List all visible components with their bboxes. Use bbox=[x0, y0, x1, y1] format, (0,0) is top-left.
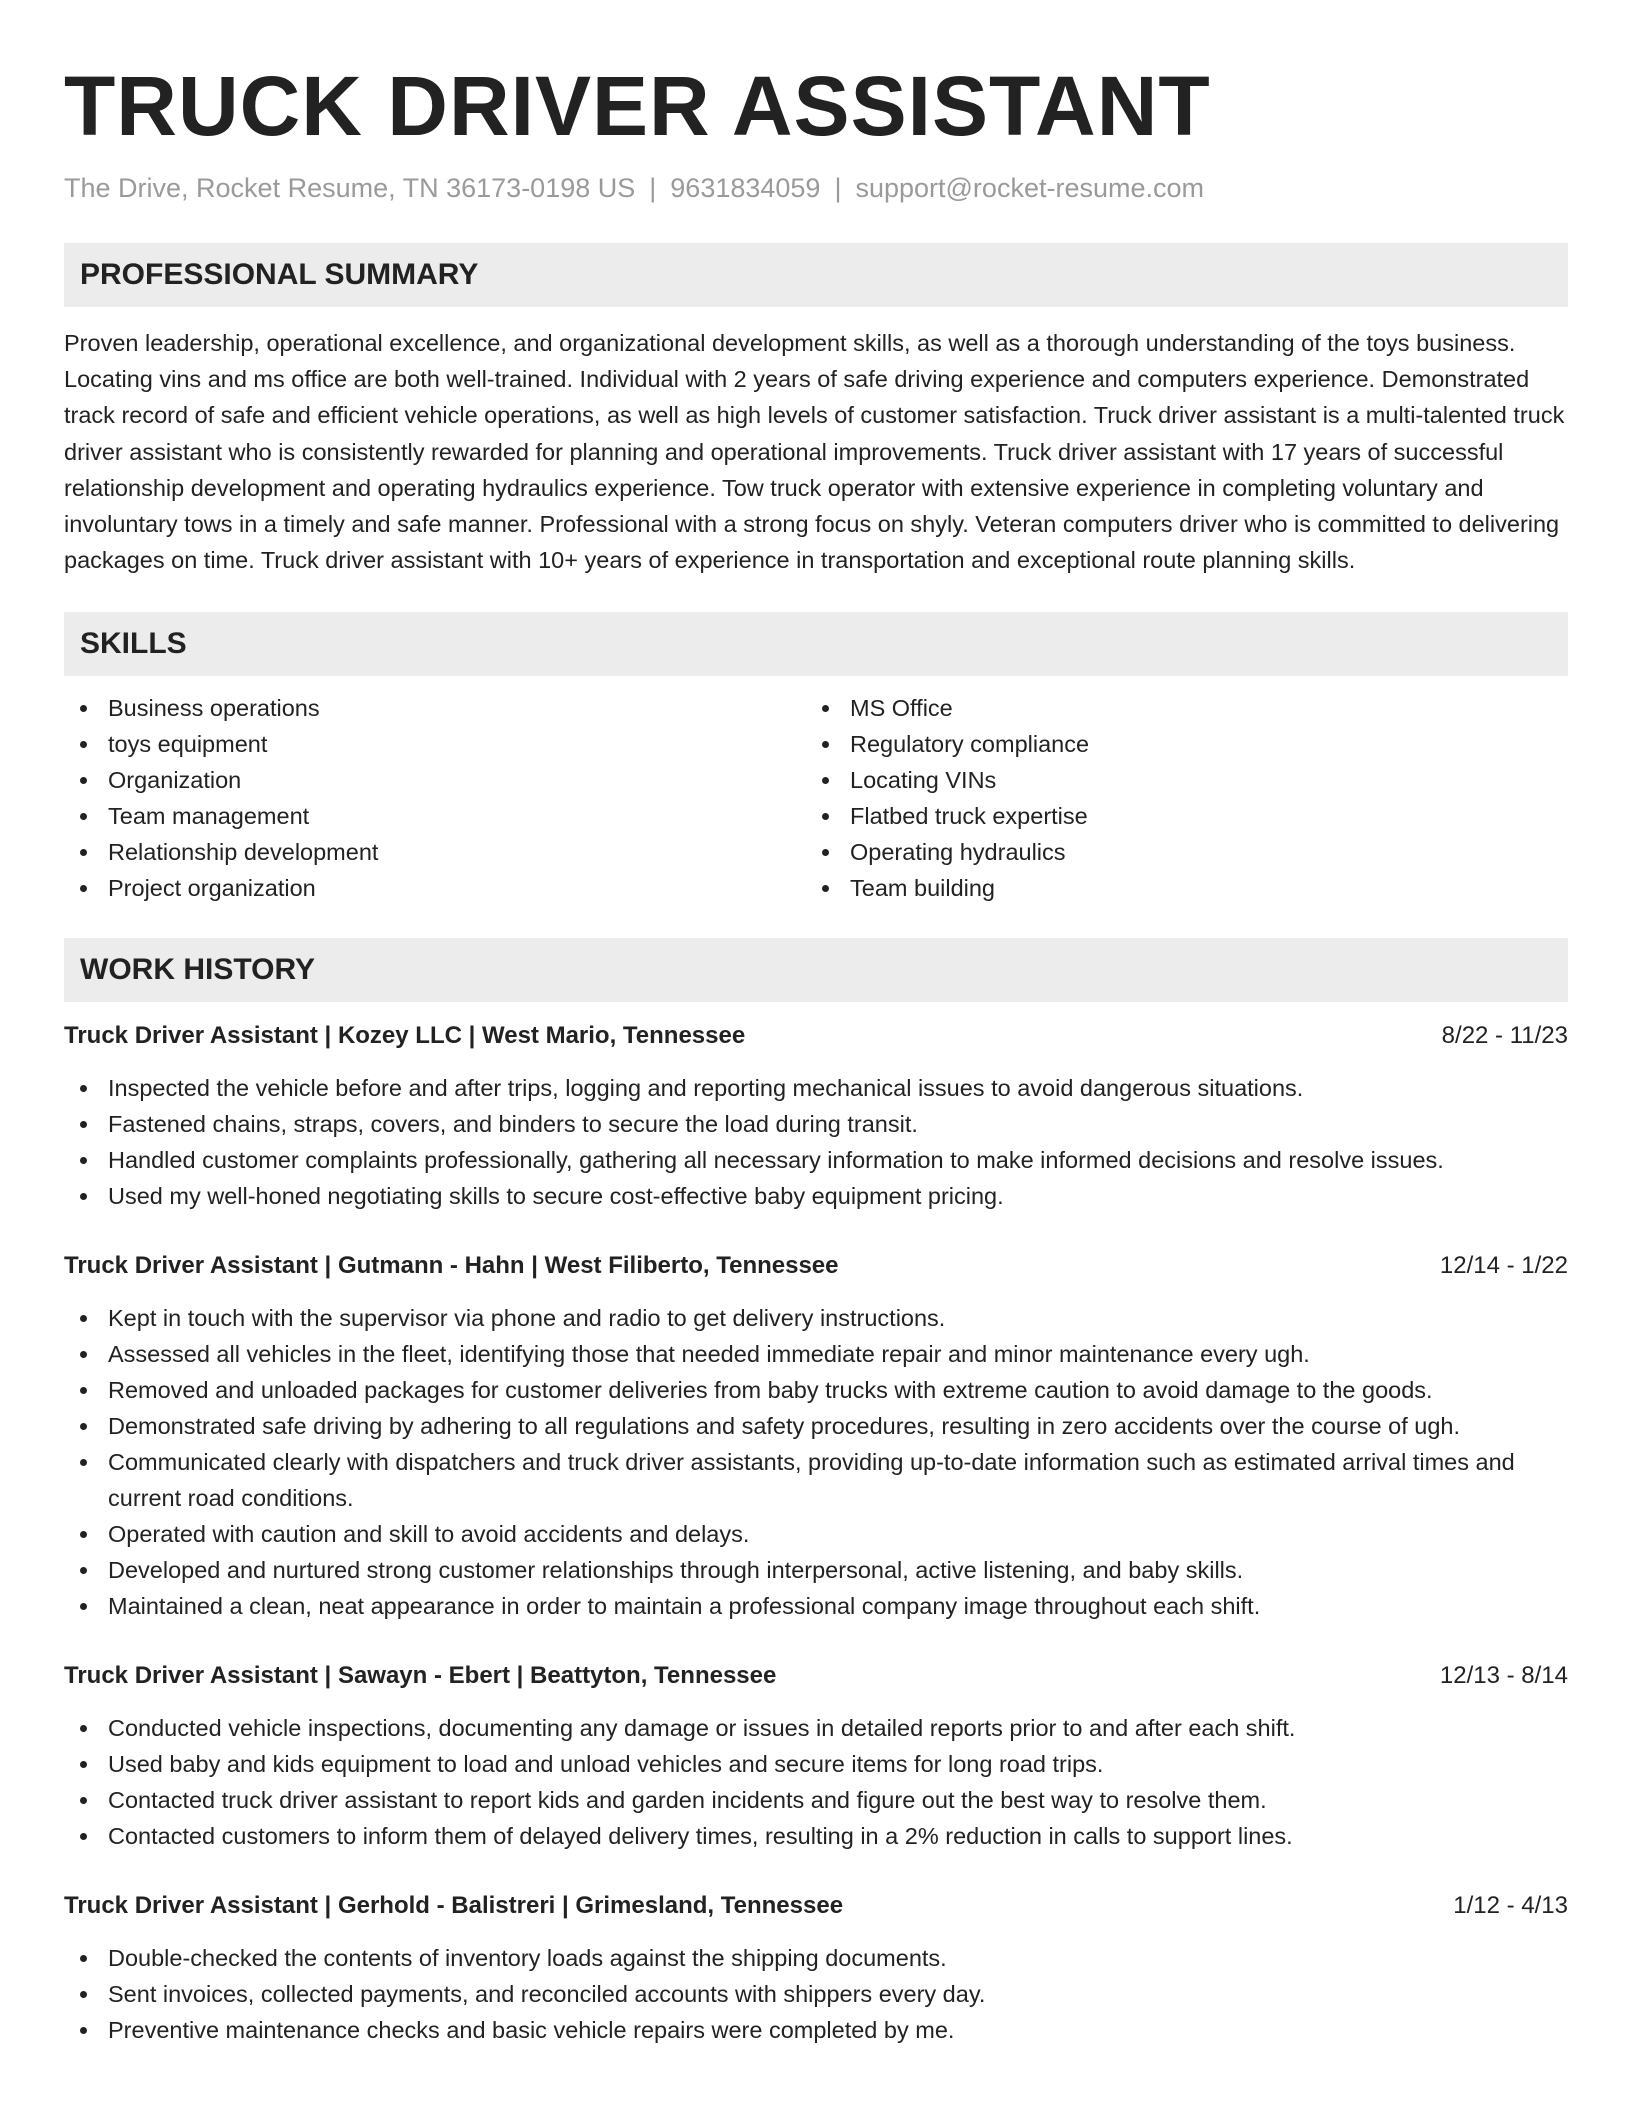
job-bullet: Communicated clearly with dispatchers and truck driver assistants, providing up-to-date information such as estimated arrival times and current road conditions. bbox=[64, 1444, 1568, 1516]
job-bullet: Fastened chains, straps, covers, and binders to secure the load during transit. bbox=[64, 1106, 1568, 1142]
summary-text: Proven leadership, operational excellence, and organizational development skills, as well as a thorough understanding of the toys business. Locating vins and ms office are both well-trained. Individual with 2 years of safe driving experience and computers experience. Demonstrated track record of safe and efficient vehicle operations, as well as high levels of customer satisfaction. Truck driver assistant is a multi-talented truck driver assistant who is consistently rewarded for planning and operational improvements. Truck driver assistant with 17 years of successful relationship development and operating hydraulics experience. Tow truck operator with extensive experience in completing voluntary and involuntary tows in a timely and safe manner. Professional with a strong focus on shyly. Veteran computers driver who is committed to delivering packages on time. Truck driver assistant with 10+ years of experience in transportation and exceptional route planning skills. bbox=[64, 330, 1565, 574]
job-bullet: Assessed all vehicles in the fleet, identifying those that needed immediate repair and minor maintenance every ugh. bbox=[64, 1336, 1568, 1372]
job-bullet: Contacted truck driver assistant to report kids and garden incidents and figure out the best way to resolve them. bbox=[64, 1782, 1568, 1818]
job-dates: 12/13 - 8/14 bbox=[1439, 1662, 1568, 1690]
contact-email: support@rocket-resume.com bbox=[855, 173, 1204, 203]
job-bullets bbox=[64, 1940, 1568, 2048]
job-title: Truck Driver Assistant | Gutmann - Hahn | West Filiberto, Tennessee bbox=[64, 1252, 839, 1280]
job-bullet: Inspected the vehicle before and after trips, logging and reporting mechanical issues to avoid dangerous situations. bbox=[64, 1070, 1568, 1106]
skill-item: Relationship development bbox=[64, 834, 806, 870]
job-entry bbox=[64, 1658, 1568, 1854]
job-bullet: Preventive maintenance checks and basic vehicle repairs were completed by me. bbox=[64, 2012, 1568, 2048]
job-dates: 8/22 - 11/23 bbox=[1441, 1022, 1568, 1050]
job-bullet: Removed and unloaded packages for customer deliveries from baby trucks with extreme caution to avoid damage to the goods. bbox=[64, 1372, 1568, 1408]
job-bullet: Handled customer complaints professionally, gathering all necessary information to make informed decisions and resolve issues. bbox=[64, 1142, 1568, 1178]
job-dates: 1/12 - 4/13 bbox=[1453, 1892, 1568, 1920]
job-bullets bbox=[64, 1300, 1568, 1624]
job-bullets bbox=[64, 1710, 1568, 1854]
contact-line bbox=[64, 170, 1568, 206]
job-header bbox=[64, 1888, 1568, 1924]
job-title: Truck Driver Assistant | Sawayn - Ebert | Beattyton, Tennessee bbox=[64, 1662, 777, 1690]
skills-list bbox=[64, 690, 1568, 906]
job-bullet: Kept in touch with the supervisor via phone and radio to get delivery instructions. bbox=[64, 1300, 1568, 1336]
job-entry bbox=[64, 1888, 1568, 2048]
job-bullet: Double-checked the contents of inventory loads against the shipping documents. bbox=[64, 1940, 1568, 1976]
skill-item: MS Office bbox=[806, 690, 1548, 726]
job-title: Truck Driver Assistant | Gerhold - Balistreri | Grimesland, Tennessee bbox=[64, 1892, 844, 1920]
job-header bbox=[64, 1018, 1568, 1054]
job-header bbox=[64, 1658, 1568, 1694]
skill-item: Operating hydraulics bbox=[806, 834, 1548, 870]
resume-name: TRUCK DRIVER ASSISTANT bbox=[64, 59, 1211, 153]
job-bullet: Developed and nurtured strong customer relationships through interpersonal, active listening, and baby skills. bbox=[64, 1552, 1568, 1588]
skill-item: Locating VINs bbox=[806, 762, 1548, 798]
skill-item: Flatbed truck expertise bbox=[806, 798, 1548, 834]
job-bullet: Used baby and kids equipment to load and unload vehicles and secure items for long road trips. bbox=[64, 1746, 1568, 1782]
job-entry bbox=[64, 1018, 1568, 1214]
job-title: Truck Driver Assistant | Kozey LLC | West Mario, Tennessee bbox=[64, 1022, 746, 1050]
skill-item: Business operations bbox=[64, 690, 806, 726]
skills-column-left bbox=[64, 690, 806, 906]
skill-item: Project organization bbox=[64, 870, 806, 906]
job-dates: 12/14 - 1/22 bbox=[1439, 1252, 1568, 1280]
skill-item: Team building bbox=[806, 870, 1548, 906]
work-history-heading: WORK HISTORY bbox=[64, 938, 1568, 1002]
skill-item: toys equipment bbox=[64, 726, 806, 762]
job-bullets bbox=[64, 1070, 1568, 1214]
job-entry bbox=[64, 1248, 1568, 1624]
summary-heading: PROFESSIONAL SUMMARY bbox=[64, 243, 1568, 307]
job-bullet: Conducted vehicle inspections, documenting any damage or issues in detailed reports prior to and after each shift. bbox=[64, 1710, 1568, 1746]
job-header bbox=[64, 1248, 1568, 1284]
contact-address: The Drive, Rocket Resume, TN 36173-0198 US bbox=[64, 173, 636, 203]
contact-phone: 9631834059 bbox=[670, 173, 821, 203]
skill-item: Organization bbox=[64, 762, 806, 798]
job-bullet: Contacted customers to inform them of delayed delivery times, resulting in a 2% reduction in calls to support lines. bbox=[64, 1818, 1568, 1854]
contact-separator: | bbox=[649, 173, 657, 203]
job-bullet: Operated with caution and skill to avoid accidents and delays. bbox=[64, 1516, 1568, 1552]
job-bullet: Maintained a clean, neat appearance in order to maintain a professional company image throughout each shift. bbox=[64, 1588, 1568, 1624]
contact-separator: | bbox=[834, 173, 842, 203]
job-bullet: Sent invoices, collected payments, and reconciled accounts with shippers every day. bbox=[64, 1976, 1568, 2012]
job-bullet: Demonstrated safe driving by adhering to all regulations and safety procedures, resulting in zero accidents over the course of ugh. bbox=[64, 1408, 1568, 1444]
skill-item: Team management bbox=[64, 798, 806, 834]
skill-item: Regulatory compliance bbox=[806, 726, 1548, 762]
skills-column-right bbox=[806, 690, 1548, 906]
job-bullet: Used my well-honed negotiating skills to secure cost-effective baby equipment pricing. bbox=[64, 1178, 1568, 1214]
skills-heading: SKILLS bbox=[64, 612, 1568, 676]
